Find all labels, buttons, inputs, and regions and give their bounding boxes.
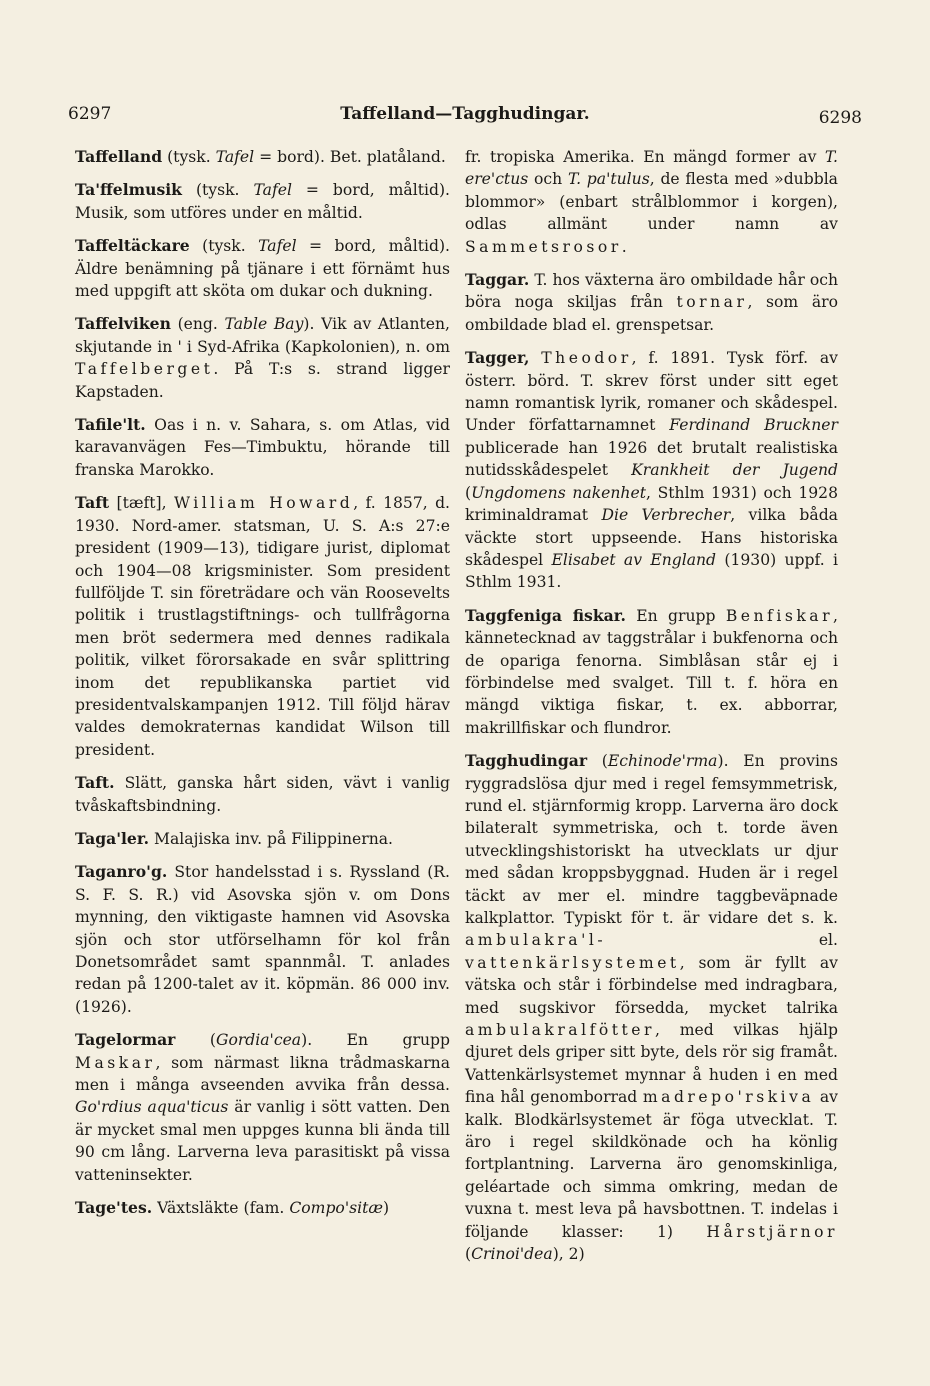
entry-headword: Tagelormar (75, 1030, 176, 1050)
italic-term: Echinode'rma (607, 752, 718, 771)
italic-term: Crinoi'dea (471, 1245, 553, 1264)
italic-term: Gordia'cea (215, 1031, 302, 1050)
dictionary-entry: Tage'tes. Växtsläkte (fam. Compo'sitæ) (75, 1198, 390, 1218)
entry-headword: Taga'ler. (75, 828, 150, 848)
italic-term: Ferdinand Bruckner (669, 416, 838, 435)
page-title: Taffelland—Tagghudingar. (340, 104, 590, 124)
italic-term: Ungdomens nakenhet (471, 483, 646, 502)
spaced-term: William Howard (173, 494, 354, 513)
entry-headword: Taggfeniga fiskar. (465, 605, 626, 625)
entry-headword: Tafile'lt. (75, 415, 146, 435)
running-head (0, 104, 930, 134)
spaced-term: vattenkärlsystemet (465, 953, 680, 972)
entry-headword: Tagghudingar (465, 751, 588, 771)
italic-term: Go'rdius aqua'ticus (75, 1098, 229, 1117)
dictionary-entry: Ta'ffelmusik (tysk. Tafel = bord, måltid). Musik, som utföres under en måltid. (75, 180, 450, 222)
spaced-term: madrepo'rskiva (642, 1088, 815, 1107)
spaced-term: Theodor (541, 349, 632, 368)
dictionary-entry: Taffelland (tysk. Tafel = bord). Bet. platåland. (75, 147, 446, 166)
italic-term: T. ere'ctus (465, 148, 838, 189)
dictionary-entry: Taffelviken (eng. Table Bay). Vik av Atlanten, skjutande in ' i Syd-Afrika (Kapkolonien), n. om Taffelberget. På T:s s. strand ligger Kapstaden. (75, 314, 450, 401)
spaced-term: Taffelberget (75, 360, 214, 379)
italic-term: T. pa'tulus (567, 170, 650, 189)
dictionary-entry: Taggfeniga fiskar. En grupp Benfiskar, kännetecknad av taggstrålar i bukfenorna och de opariga fenorna. Simblåsan står ej i förbindelse med svalget. Till t. f. höra en mängd viktiga fiskar, t. ex. abborrar, makrillfiskar och flundror. (465, 605, 838, 737)
entry-headword: Taffeltäckare (75, 236, 190, 256)
dictionary-entry: Taffeltäckare (tysk. Tafel = bord, måltid). Äldre benämning på tjänare i ett förnämt hus med uppgift att sköta om dukar och dukning. (75, 236, 450, 301)
dictionary-entry: Tagger, Theodor, f. 1891. Tysk förf. av österr. börd. T. skrev först under sitt eget namn romantisk lyrik, romaner och skådespel. Under författarnamnet Ferdinand Bruckner publicerade han 1926 det brutalt realistiska nutidsskådespelet Krankheit der Jugend (Ungdomens nakenhet, Sthlm 1931) och 1928 kriminaldramat Die Verbrecher, vilka båda väckte stort uppseende. Hans historiska skådespel Elisabet av England (1930) uppf. i Sthlm 1931. (465, 348, 839, 592)
entry-headword: Taffelland (75, 147, 163, 166)
dictionary-entry: Taft [tæft], William Howard, f. 1857, d. 1930. Nord-amer. statsman, U. S. A:s 27:e president (1909—13), tidigare jurist, diplomat och 1904—08 krigsminister. Som president fullföljde T. sin företrädare och vän Roosevelts politik i trustlagstiftnings- och tullfrågorna men bröt sedermera med dennes radikala politik, vilket förorsakade en svår splittring inom det republikanska partiet vid presidentvalskampanjen 1912. Till följd härav valdes demokraternas kandidat Wilson till president. (75, 493, 451, 759)
spaced-term: ambulakralfötter (465, 1021, 655, 1040)
dictionary-entry: Tagghudingar (Echinode'rma). En provins ryggradslösa djur med i regel femsymmetrisk, rund el. stjärnformig kropp. Larverna äro dock bilateralt symmetriska, och t. torde även utvecklingshistoriskt ha utvecklats ur djur med sådan kroppsbyggnad. Huden är i regel täckt av mer el. mindre taggbeväpnade kalkplattor. Typiskt för t. är vidare det s. k. ambulakra'l- el. vattenkärlsystemet, som är fyllt av vätska och står i förbindelse med indragbara, med sugskivor försedda, mycket talrika ambulakralfötter, med vilkas hjälp djuret dels griper sitt byte, dels rör sig framåt. Vattenkärlsystemet mynnar å huden i en med fina hål genomborrad madrepo'rskiva av kalk. Blodkärlsystemet är föga utvecklat. T. äro i regel skildkönade och ha könlig fortplantning. Larverna äro genomskinliga, geléartade och simma omkring, medan de vuxna t. mest leva på havsbottnen. T. indelas i följande klasser: 1) Hårstjärnor (Crinoi'dea), 2) (465, 751, 838, 1264)
italic-term: Tafel (215, 148, 255, 166)
right-column (465, 146, 838, 1277)
entry-headword: Taffelviken (75, 314, 171, 334)
left-page-number: 6297 (68, 104, 112, 124)
entry-headword: Taggar. (465, 270, 530, 290)
spaced-term: ambulakra'l- (465, 931, 607, 950)
spaced-term: Sammetsrosor (465, 237, 622, 256)
spaced-term: Maskar (75, 1053, 156, 1072)
dictionary-entry: Tafile'lt. Oas i n. v. Sahara, s. om Atlas, vid karavanvägen Fes—Timbuktu, hörande till franska Marokko. (75, 415, 450, 479)
italic-term: Elisabet av England (551, 550, 717, 569)
italic-term: Tafel (253, 181, 292, 200)
dictionary-entry: Taggar. T. hos växterna äro ombildade hår och böra noga skiljas från tornar, som äro ombildade blad el. grenspetsar. (465, 270, 838, 334)
entry-headword: Taft. (75, 773, 115, 793)
entry-headword: Tage'tes. (75, 1198, 153, 1218)
spaced-term: tornar (676, 293, 748, 312)
italic-term: Krankheit der Jugend (631, 461, 839, 480)
italic-term: Compo'sitæ (289, 1199, 384, 1218)
dictionary-entry: Taga'ler. Malajiska inv. på Filippinerna. (75, 828, 393, 848)
entry-headword: Ta'ffelmusik (75, 180, 182, 200)
right-page-number: 6298 (818, 108, 862, 128)
entry-headword: Taft (75, 493, 110, 513)
dictionary-entry: Tagelormar (Gordia'cea). En grupp Maskar, som närmast likna trådmaskarna men i många avseenden avvika från dessa. Go'rdius aqua'ticus är vanlig i sött vatten. Den är mycket smal men uppges kunna bli ända till 90 cm lång. Larverna leva parasitiskt på vissa vatteninsekter. (75, 1030, 450, 1184)
italic-term: Table Bay (224, 315, 304, 334)
entry-headword: Taganro'g. (75, 862, 168, 882)
italic-term: Tafel (258, 237, 297, 256)
entry-headword: Tagger, (465, 348, 530, 368)
dictionary-entry: fr. tropiska Amerika. En mängd former av T. ere'ctus och T. pa'tulus, de flesta med »dubbla blommor» (enbart strålblommor i korgen), odlas allmänt under namn av Sammetsrosor. (465, 148, 838, 256)
spaced-term: Hårstjärnor (706, 1222, 838, 1241)
italic-term: Die Verbrecher (601, 506, 731, 525)
spaced-term: Benfiskar (725, 606, 834, 625)
left-column (75, 146, 450, 1230)
dictionary-entry: Taganro'g. Stor handelsstad i s. Ryssland (R. S. F. S. R.) vid Asovska sjön v. om Dons mynning, den viktigaste hamnen vid Asovska sjön och stor utförselhamn för kol från Donetsområdet samt spannmål. T. anlades redan på 1200-talet av it. köpmän. 86 000 inv. (1926). (75, 862, 450, 1016)
dictionary-entry: Taft. Slätt, ganska hårt siden, vävt i vanlig tvåskaftsbindning. (75, 773, 450, 815)
